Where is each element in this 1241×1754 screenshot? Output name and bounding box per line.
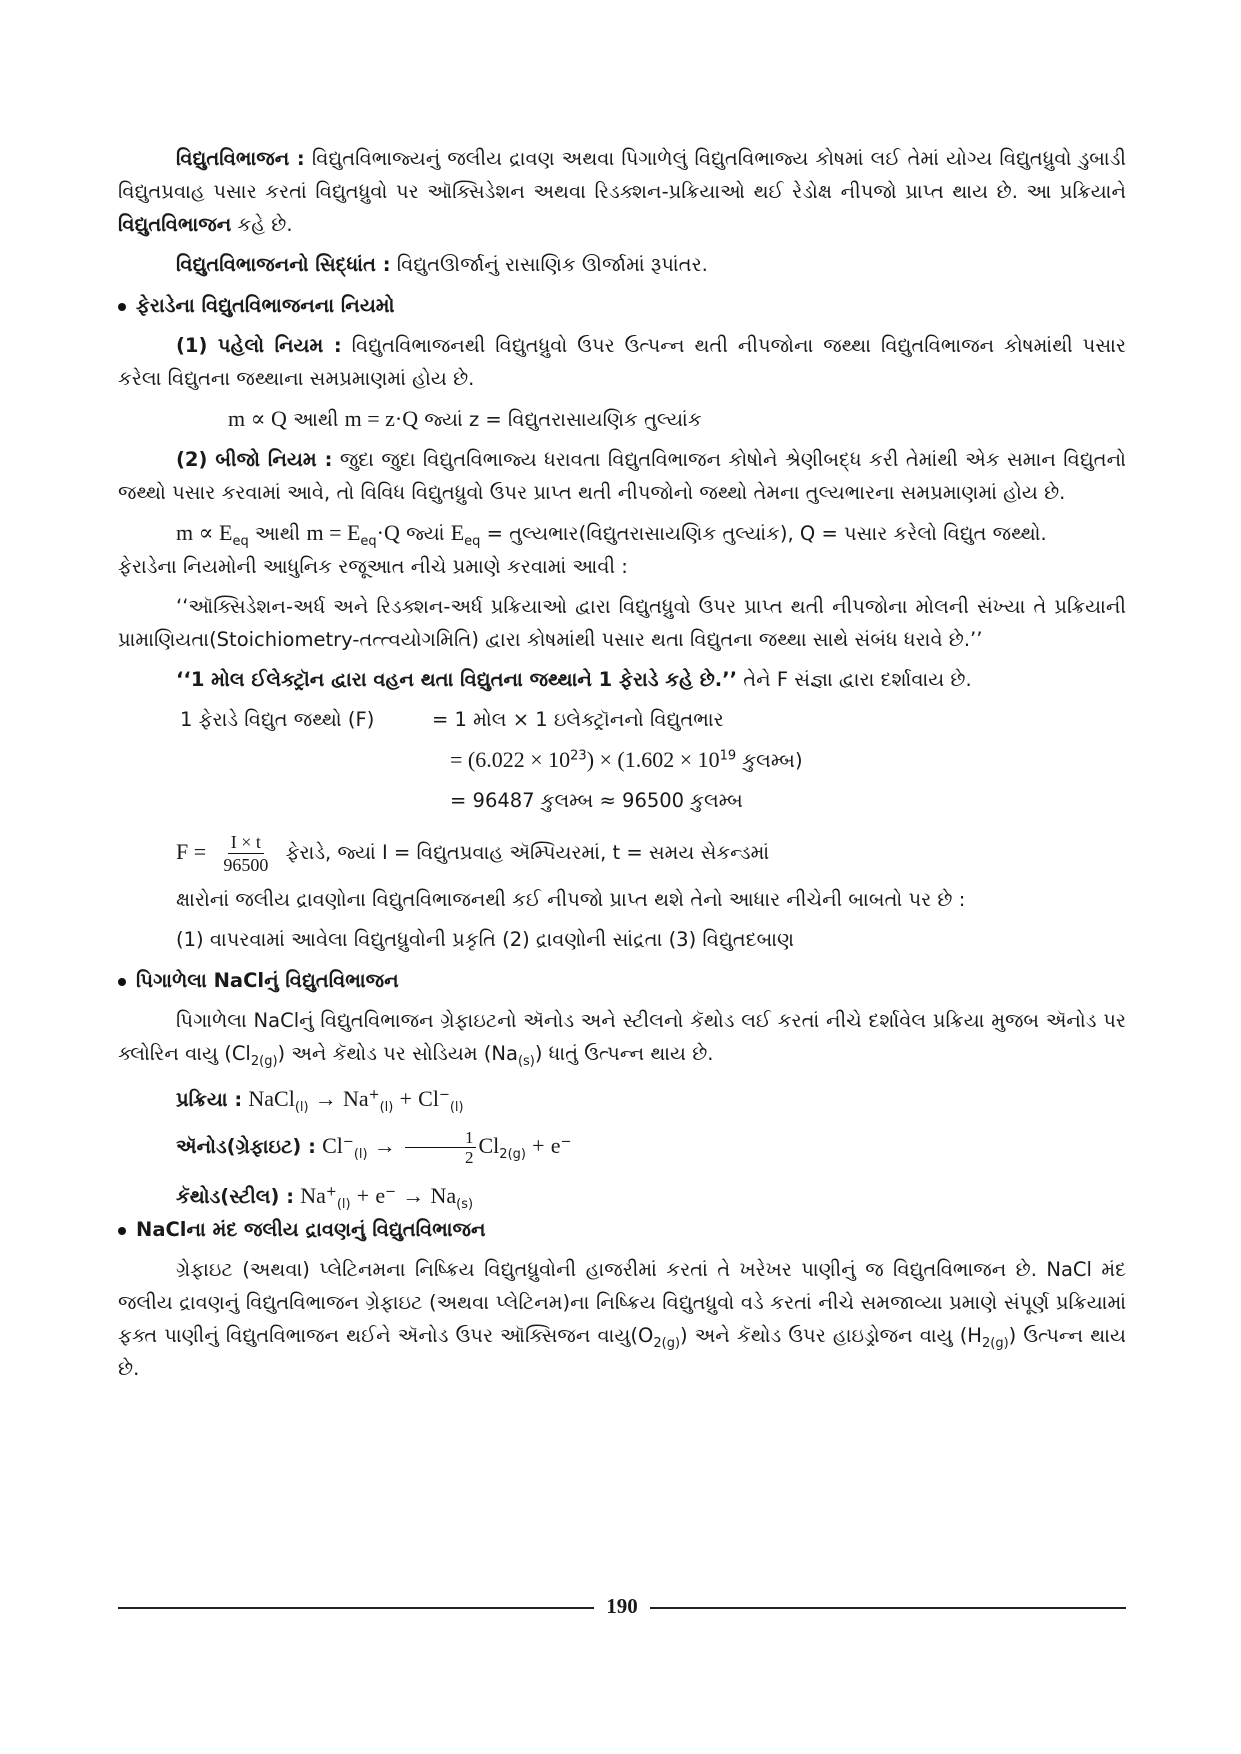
reaction-equation: પ્રક્રિયા : NaCl$_{(l)}$ → $Na^+_{(l)} + Cl^-_{(l)}$ bbox=[176, 1086, 464, 1115]
modern-statement-intro: ફેરાડેના નિયમોની આધુનિક રજૂઆત નીચે પ્રમાણે કરવામાં આવી : bbox=[118, 555, 628, 578]
cathode-equation: કૅથોડ(સ્ટીલ) : $Na^+_{(l)} + e^- \to Na_{(s)}$ bbox=[176, 1183, 474, 1212]
bullet-icon bbox=[118, 303, 126, 311]
faraday-formula: F = $\frac{I \times t}{96500}$ ફેરાડે, જ્યાં I = વિદ્યુતપ્રવાહ ઍમ્પિયરમાં, t = સમય સેકન્ડમાં bbox=[176, 832, 770, 875]
molten-nacl-text: પિગાળેલા NaClનું વિદ્યુતવિભાજન ગ્રેફાઇટનો ઍનોડ અને સ્ટીલનો કૅથોડ લઈ કરતાં નીચે દર્શાવેલ પ્રક્રિયા મુજબ ઍનોડ પર ક્લોરિન વાયુ $(Cl_{2(g)})$ અને કૅથોડ પર સોડિયમ $(Na_{(s)})$ ધાતું ઉત્પન્ન થાય છે. bbox=[118, 1009, 1126, 1069]
second-law-equation: $m \propto E_{eq}$ આથી $m = E_{eq}\cdot Q$ જ્યાં $E_{eq}$ = તુલ્યભાર(વિદ્યુતરાસાયણિક તુલ્યાંક), Q = પસાર કરેલો વિદ્યુત જથ્થો. bbox=[176, 520, 1047, 549]
first-law-equation: m ∝ Q આથી m = z·Q જ્યાં z = વિદ્યુતરાસાયણિક તુલ્યાંક bbox=[228, 406, 702, 431]
dependence-factors: (1) વાપરવામાં આવેલા વિદ્યુતધ્રુવોની પ્રકૃતિ (2) દ્રાવણોની સાંદ્રતા (3) વિદ્યુતદબાણ bbox=[176, 928, 795, 951]
page-number: 190 bbox=[594, 1594, 650, 1618]
page-footer bbox=[118, 1592, 1126, 1622]
electrolysis-principle: વિદ્યુતવિભાજનનો સિદ્ધાંત : વિદ્યુતઊર્જાનું રાસાણિક ઊર્જામાં રૂપાંતર. bbox=[176, 253, 708, 276]
section-heading-faraday-laws: ફેરાડેના વિદ્યુતવિભાજનના નિયમો bbox=[118, 289, 1126, 322]
term-electrolysis: વિદ્યુતવિભાજન : bbox=[176, 147, 305, 170]
modern-statement-quote: ‘‘ઑક્સિડેશન-અર્ધ અને રિડક્શન-અર્ધ પ્રક્રિયાઓ દ્વારા વિદ્યુતધ્રુવો ઉપર પ્રાપ્ત થતી નીપજોના મોલની સંખ્યા તે પ્રક્રિયાની પ્રામાણિયતા(Stoichiometry-તત્ત્વયોગમિતિ) દ્વારા કોષમાંથી પસાર થતા વિદ્યુતના જથ્થા સાથે સંબંધ ધરાવે છે.’’ bbox=[118, 595, 1126, 651]
fraction: $\frac{I \times t}{96500}$ bbox=[223, 832, 269, 875]
section-heading-molten-nacl: પિગાળેલા NaClનું વિદ્યુતવિભાજન bbox=[118, 964, 1126, 997]
electrolysis-definition: વિદ્યુતવિભાજન : વિદ્યુતવિભાજ્યનું જલીય દ્રાવણ અથવા પિગાળેલું વિદ્યુતવિભાજ્ય કોષમાં લઈ તેમાં યોગ્ય વિદ્યુતધ્રુવો ડુબાડી વિદ્યુતપ્રવાહ પસાર કરતાં વિદ્યુતધ્રુવો પર ઑક્સિડેશન અથવા રિડક્શન-પ્રક્રિયાઓ થઈ રેડોક્ષ નીપજો પ્રાપ્ત થાય છે. આ પ્રક્રિયાને વિદ્યુતવિભાજન કહે છે. bbox=[118, 147, 1126, 236]
anode-equation: ઍનોડ(ગ્રેફાઇટ) : $Cl^-_{(l)}$ → $\frac{1}{2}$ $Cl_{2(g)} + e^-$ bbox=[176, 1128, 572, 1167]
faraday-calculation: 1 ફેરાડે વિદ્યુત જથ્થો (F) = 1 મોલ × 1 ઇલેક્ટ્રૉનનો વિદ્યુતભાર = $(6.022 \times 10^{23}) \times (1.602 \times 10^{19}$ કુલમ્બ) = 96487 કુલમ્બ ≈ 96500 કુલમ્બ bbox=[180, 708, 803, 812]
first-law: (1) પહેલો નિયમ : વિદ્યુતવિભાજનથી વિદ્યુતધ્રુવો ઉપર ઉત્પન્ન થતી નીપજોના જથ્થા વિદ્યુતવિભાજન કોષમાંથી પસાર કરેલા વિદ્યુતના જથ્થાના સમપ્રમાણમાં હોય છે. bbox=[118, 334, 1126, 390]
half-fraction: $\frac{1}{2}$ bbox=[405, 1128, 476, 1167]
second-law: (2) બીજો નિયમ : જુદા જુદા વિદ્યુતવિભાજ્ય ધરાવતા વિદ્યુતવિભાજન કોષોને શ્રેણીબદ્ધ કરી તેમાંથી એક સમાન વિદ્યુતનો જથ્થો પસાર કરવામાં આવે, તો વિવિધ વિદ્યુતધ્રુવો ઉપર પ્રાપ્ત થતી નીપજોનો જથ્થો તેમના તુલ્યભારના સમપ્રમાણમાં હોય છે. bbox=[118, 448, 1126, 504]
page-content bbox=[118, 142, 1126, 1385]
bullet-icon bbox=[118, 1227, 126, 1235]
faraday-definition: ‘‘1 મોલ ઈલેક્ટ્રૉન દ્વારા વહન થતા વિદ્યુતના જથ્થાને 1 ફેરાડે કહે છે.’’ તેને F સંજ્ઞા દ્વારા દર્શાવાય છે. bbox=[176, 668, 972, 691]
bullet-icon bbox=[118, 978, 126, 986]
dependence-text: ક્ષારોનાં જલીય દ્રાવણોના વિદ્યુતવિભાજનથી કઈ નીપજો પ્રાપ્ત થશે તેનો આધાર નીચેની બાબતો પર છે : bbox=[176, 888, 966, 911]
dilute-nacl-text: ગ્રેફાઇટ (અથવા) પ્લેટિનમના નિષ્ક્રિય વિદ્યુતધ્રુવોની હાજરીમાં કરતાં તે ખરેખર પાણીનું જ વિદ્યુતવિભાજન છે. NaCl મંદ જલીય દ્રાવણનું વિદ્યુતવિભાજન ગ્રેફાઇટ (અથવા પ્લેટિનમ)ના નિષ્ક્રિય વિદ્યુતધ્રુવો વડે કરતાં નીચે સમજાવ્યા પ્રમાણે સંપૂર્ણ પ્રક્રિયામાં ફક્ત પાણીનું વિદ્યુતવિભાજન થઈને ઍનોડ ઉપર ઑક્સિજન $વાયુ(O_{2(g)})$ અને કૅથોડ ઉપર હાઇડ્રોજન વાયુ $(H_{2(g)})$ ઉત્પન્ન થાય છે. bbox=[118, 1258, 1126, 1380]
section-heading-dilute-nacl: NaClના મંદ જલીય દ્રાવણનું વિદ્યુતવિભાજન bbox=[118, 1213, 1126, 1246]
